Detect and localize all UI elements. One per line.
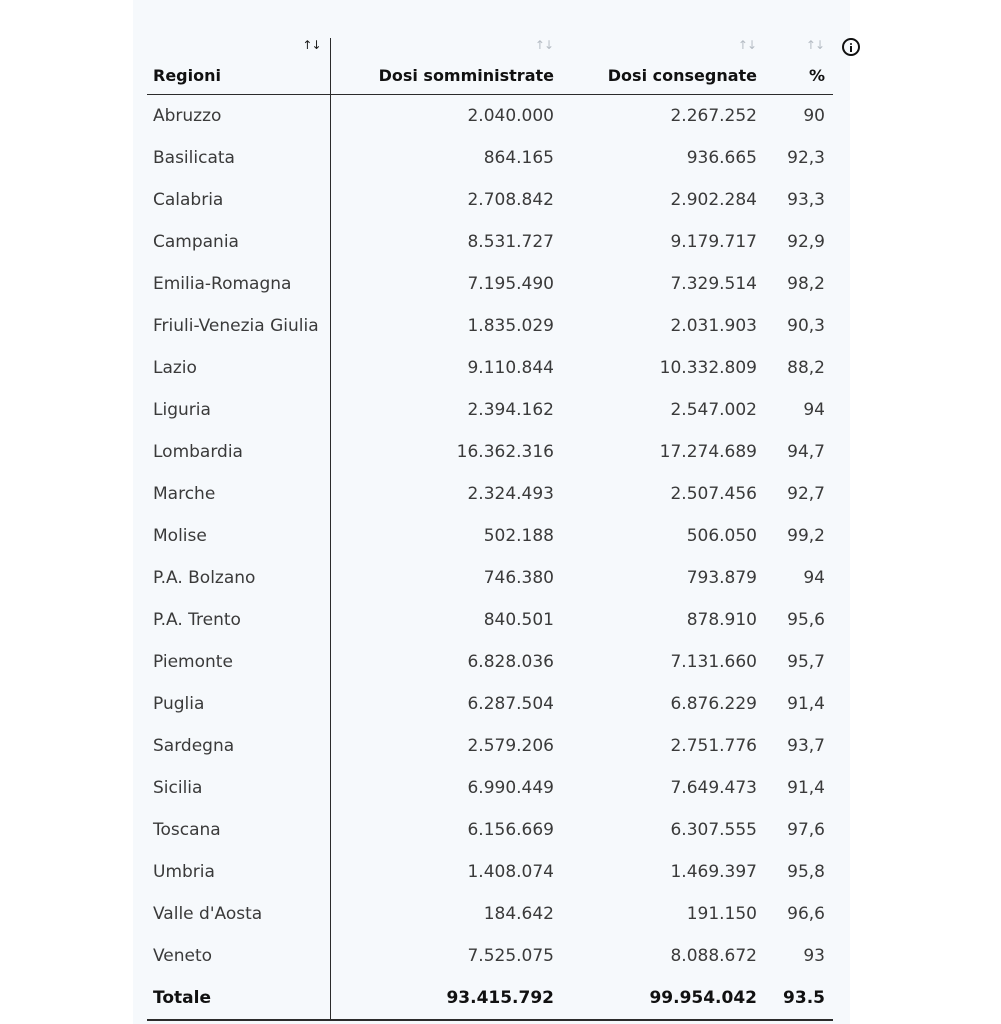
- cell-percent: 97,6: [787, 820, 825, 840]
- cell-percent: 94: [803, 568, 825, 588]
- cell-region: Toscana: [147, 809, 330, 851]
- cell-region: Calabria: [147, 179, 330, 221]
- cell-region: Veneto: [147, 935, 330, 977]
- cell-dosi-consegnate: 191.150: [686, 904, 757, 924]
- cell-dosi-consegnate: 936.665: [686, 148, 757, 168]
- cell-dosi-somministrate: 2.579.206: [467, 736, 554, 756]
- sort-arrows-icon[interactable]: ↑↓: [805, 38, 824, 52]
- sort-arrows-icon[interactable]: ↑↓: [302, 38, 321, 52]
- table-row: [147, 851, 833, 893]
- cell-region: Lazio: [147, 347, 330, 389]
- cell-region: P.A. Trento: [147, 599, 330, 641]
- cell-percent: 92,7: [787, 484, 825, 504]
- cell-dosi-consegnate: 9.179.717: [670, 232, 757, 252]
- table-row: [147, 557, 833, 599]
- cell-dosi-consegnate: 7.131.660: [670, 652, 757, 672]
- cell-percent: 95,6: [787, 610, 825, 630]
- cell-dosi-somministrate: 746.380: [483, 568, 554, 588]
- cell-dosi-consegnate: 17.274.689: [659, 442, 757, 462]
- cell-dosi-consegnate: 2.507.456: [670, 484, 757, 504]
- cell-region: Campania: [147, 221, 330, 263]
- column-header-regioni[interactable]: [147, 38, 330, 95]
- cell-dosi-somministrate: 864.165: [483, 148, 554, 168]
- cell-dosi-consegnate: 6.307.555: [670, 820, 757, 840]
- cell-dosi-consegnate: 2.267.252: [670, 106, 757, 126]
- column-header-label: Dosi somministrate: [378, 66, 554, 85]
- cell-percent: 94: [803, 400, 825, 420]
- cell-percent: 95,7: [787, 652, 825, 672]
- cell-dosi-consegnate: 8.088.672: [670, 946, 757, 966]
- total-dosi-consegnate: 99.954.042: [562, 977, 765, 1020]
- cell-dosi-consegnate: 2.902.284: [670, 190, 757, 210]
- cell-dosi-consegnate: 2.547.002: [670, 400, 757, 420]
- cell-percent: 98,2: [787, 274, 825, 294]
- cell-dosi-somministrate: 6.828.036: [467, 652, 554, 672]
- cell-dosi-somministrate: 1.408.074: [467, 862, 554, 882]
- cell-dosi-somministrate: 7.195.490: [467, 274, 554, 294]
- table-row: [147, 263, 833, 305]
- cell-dosi-somministrate: 2.324.493: [467, 484, 554, 504]
- cell-region: Lombardia: [147, 431, 330, 473]
- cell-dosi-somministrate: 6.990.449: [467, 778, 554, 798]
- cell-percent: 90: [803, 106, 825, 126]
- cell-region: Umbria: [147, 851, 330, 893]
- cell-percent: 94,7: [787, 442, 825, 462]
- cell-percent: 88,2: [787, 358, 825, 378]
- cell-dosi-consegnate: 10.332.809: [659, 358, 757, 378]
- sort-arrows-icon[interactable]: ↑↓: [534, 38, 553, 52]
- cell-region: Marche: [147, 473, 330, 515]
- cell-percent: 99,2: [787, 526, 825, 546]
- cell-percent: 96,6: [787, 904, 825, 924]
- cell-dosi-somministrate: 1.835.029: [467, 316, 554, 336]
- cell-region: Sicilia: [147, 767, 330, 809]
- cell-region: Emilia-Romagna: [147, 263, 330, 305]
- cell-region: Valle d'Aosta: [147, 893, 330, 935]
- cell-dosi-somministrate: 2.040.000: [467, 106, 554, 126]
- total-label: Totale: [147, 977, 330, 1020]
- cell-region: Liguria: [147, 389, 330, 431]
- table-row: [147, 515, 833, 557]
- total-dosi-somministrate: 93.415.792: [330, 977, 562, 1020]
- table-row: [147, 935, 833, 977]
- cell-dosi-somministrate: 16.362.316: [456, 442, 554, 462]
- table-row: [147, 473, 833, 515]
- cell-percent: 93: [803, 946, 825, 966]
- cell-dosi-somministrate: 840.501: [483, 610, 554, 630]
- cell-dosi-somministrate: 2.394.162: [467, 400, 554, 420]
- cell-percent: 91,4: [787, 694, 825, 714]
- table-row: [147, 347, 833, 389]
- column-header-label: Regioni: [153, 66, 221, 85]
- cell-percent: 90,3: [787, 316, 825, 336]
- info-icon[interactable]: [842, 38, 860, 56]
- cell-dosi-somministrate: 7.525.075: [467, 946, 554, 966]
- table-row: [147, 599, 833, 641]
- cell-dosi-consegnate: 1.469.397: [670, 862, 757, 882]
- column-header-label: Dosi consegnate: [607, 66, 757, 85]
- cell-percent: 91,4: [787, 778, 825, 798]
- vaccine-doses-table: [147, 38, 833, 1021]
- cell-dosi-consegnate: 2.751.776: [670, 736, 757, 756]
- cell-dosi-somministrate: 9.110.844: [467, 358, 554, 378]
- cell-region: Basilicata: [147, 137, 330, 179]
- cell-dosi-somministrate: 6.287.504: [467, 694, 554, 714]
- cell-percent: 92,3: [787, 148, 825, 168]
- table-row: [147, 389, 833, 431]
- cell-region: Abruzzo: [147, 95, 330, 138]
- cell-dosi-consegnate: 6.876.229: [670, 694, 757, 714]
- table-row: [147, 767, 833, 809]
- column-header-label: %: [808, 66, 825, 85]
- cell-percent: 93,3: [787, 190, 825, 210]
- table-row: [147, 221, 833, 263]
- table-row: [147, 137, 833, 179]
- table-row: [147, 179, 833, 221]
- cell-percent: 92,9: [787, 232, 825, 252]
- table-body: [147, 95, 833, 978]
- cell-region: Molise: [147, 515, 330, 557]
- cell-region: P.A. Bolzano: [147, 557, 330, 599]
- table-row: [147, 641, 833, 683]
- total-percent: 93.5: [765, 977, 833, 1020]
- table-row: [147, 305, 833, 347]
- cell-dosi-somministrate: 8.531.727: [467, 232, 554, 252]
- table-row: [147, 809, 833, 851]
- table-row: [147, 95, 833, 138]
- table-row: [147, 683, 833, 725]
- cell-dosi-consegnate: 2.031.903: [670, 316, 757, 336]
- table-row: [147, 725, 833, 767]
- cell-percent: 93,7: [787, 736, 825, 756]
- cell-dosi-somministrate: 502.188: [483, 526, 554, 546]
- cell-region: Friuli-Venezia Giulia: [147, 305, 330, 347]
- cell-region: Piemonte: [147, 641, 330, 683]
- column-header-dosi-consegnate[interactable]: [562, 38, 765, 95]
- total-row: [147, 977, 833, 1020]
- sort-arrows-icon[interactable]: ↑↓: [737, 38, 756, 52]
- column-header-dosi-somministrate[interactable]: [330, 38, 562, 95]
- cell-percent: 95,8: [787, 862, 825, 882]
- cell-dosi-somministrate: 2.708.842: [467, 190, 554, 210]
- column-header-percent[interactable]: [765, 38, 833, 95]
- table-row: [147, 431, 833, 473]
- cell-dosi-somministrate: 184.642: [483, 904, 554, 924]
- cell-region: Sardegna: [147, 725, 330, 767]
- cell-dosi-consegnate: 878.910: [686, 610, 757, 630]
- cell-dosi-consegnate: 506.050: [686, 526, 757, 546]
- cell-region: Puglia: [147, 683, 330, 725]
- cell-dosi-consegnate: 793.879: [686, 568, 757, 588]
- table-row: [147, 893, 833, 935]
- table-header-row: [147, 38, 833, 95]
- cell-dosi-somministrate: 6.156.669: [467, 820, 554, 840]
- cell-dosi-consegnate: 7.329.514: [670, 274, 757, 294]
- cell-dosi-consegnate: 7.649.473: [670, 778, 757, 798]
